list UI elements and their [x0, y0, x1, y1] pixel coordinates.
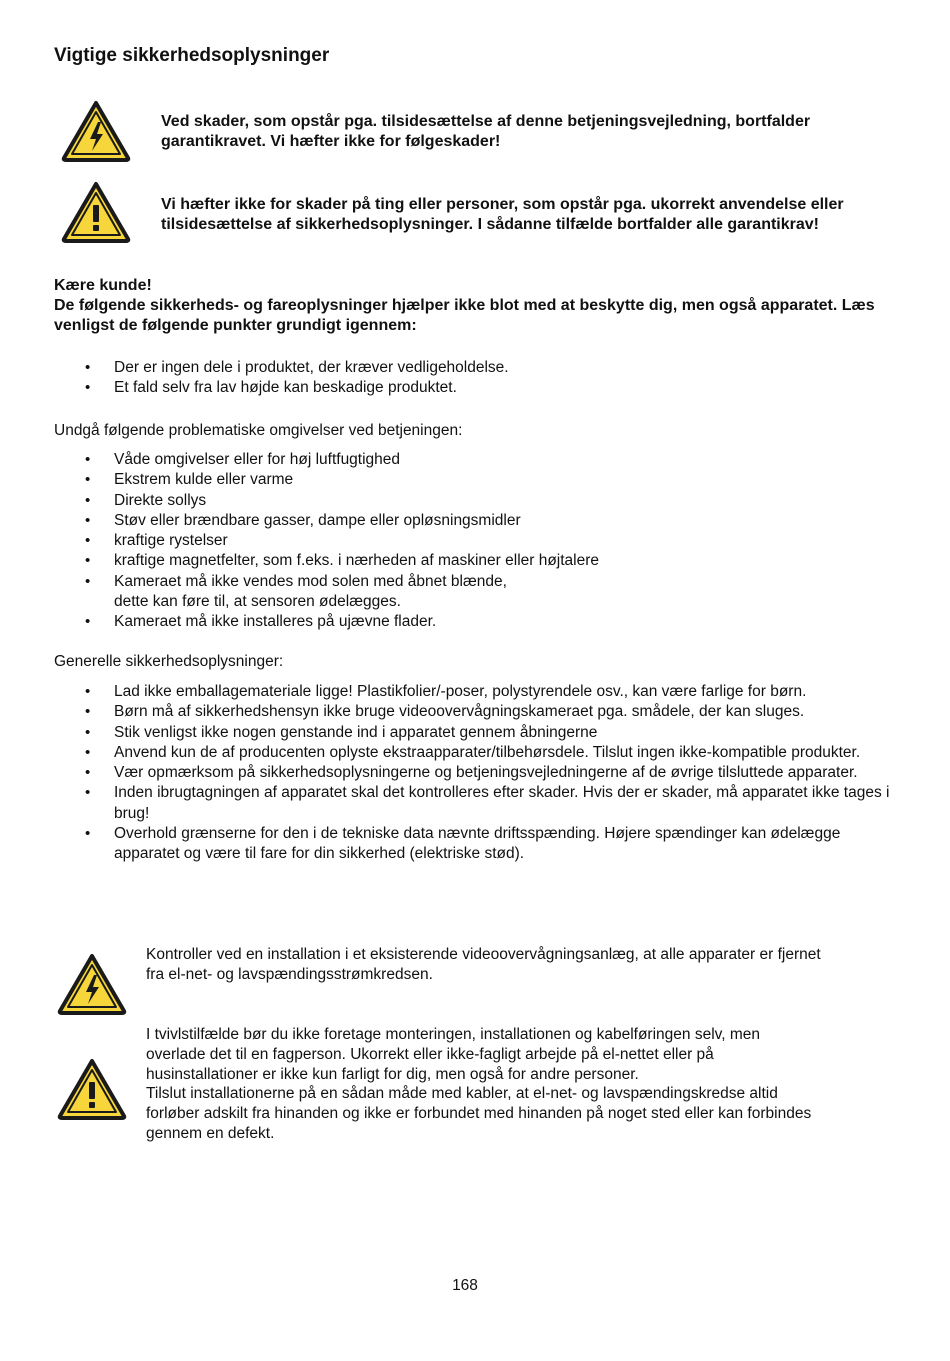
cabling-warning-text: Tilslut installationerne på en sådan måde med kabler, at el-net- og lavspændingskredse altid forløber adskilt fra hinanden og ikke er forbundet med hinanden på noget sted eller kan forbindes gennem en defekt. — [146, 1085, 812, 1142]
list-item: • Inden ibrugtagningen af apparatet skal det kontrolleres efter skader. Hvis der er skader, må apparatet ikke tages i brug! — [54, 783, 894, 824]
environment-heading: Undgå følgende problematiske omgivelser ved betjeningen: — [54, 422, 463, 439]
list-item: • Vær opmærksom på sikkerhedsoplysningerne og betjeningsvejledningerne af de øvrige tilsluttede apparater. — [54, 763, 894, 783]
professional-warning-text: I tvivlstilfælde bør du ikke foretage monteringen, installationen og kabelføringen selv, men overlade det til en fagperson. Ukorrekt eller ikke-fagligt arbejde på el-nettet eller på husinstallationer er ikke kun farligt for dig, men også for andre personer. — [146, 1026, 760, 1083]
list-item — [54, 572, 884, 613]
caution-icon — [57, 1058, 127, 1120]
list-item: • Støv eller brændbare gasser, dampe eller opløsningsmidler — [54, 511, 884, 531]
general-list — [54, 682, 894, 865]
page-number: 168 — [452, 1277, 478, 1294]
caution-icon — [61, 181, 131, 243]
general-heading: Generelle sikkerhedsoplysninger: — [54, 653, 284, 670]
environment-list — [54, 450, 884, 633]
list-item: • Direkte sollys — [54, 491, 884, 511]
list-item: • Overhold grænserne for den i de tekniske data nævnte driftsspænding. Højere spændinger kan ødelægge apparatet og være til fare for din sikkerhed (elektriske stød). — [54, 824, 894, 865]
list-item: • Stik venligst ikke nogen genstande ind i apparatet gennem åbningerne — [54, 723, 894, 743]
page-title: Vigtige sikkerhedsoplysninger — [54, 45, 330, 66]
list-item: • Kameraet må ikke installeres på ujævne flader. — [54, 612, 884, 632]
greeting: Kære kunde! — [54, 277, 152, 294]
list-item: • Anvend kun de af producenten oplyste ekstraapparater/tilbehørsdele. Tilslut ingen ikke-kompatible produkter. — [54, 743, 894, 763]
warning-text-damage: Ved skader, som opstår pga. tilsidesættelse af denne betjeningsvejledning, bortfalder garantikravet. Vi hæfter ikke for følgeskader! — [161, 113, 811, 150]
intro-section — [54, 276, 914, 336]
electric-hazard-icon — [61, 100, 131, 162]
warning-text-liability: Vi hæfter ikke for skader på ting eller personer, som opstår pga. ukorrekt anvendelse eller tilsidesættelse af sikkerhedsoplysninger. I sådanne tilfælde bortfalder alle garantikrav! — [161, 196, 844, 233]
list-item: • Der er ingen dele i produktet, der kræver vedligeholdelse. — [54, 358, 884, 378]
list-item: • Børn må af sikkerhedshensyn ikke bruge videoovervågningskameraet pga. smådele, der kan sluges. — [54, 702, 894, 722]
list-item: • kraftige rystelser — [54, 531, 884, 551]
list-item-line: dette kan føre til, at sensoren ødelægges. — [114, 593, 401, 611]
electric-hazard-icon — [57, 953, 127, 1015]
list-item: • Et fald selv fra lav højde kan beskadige produktet. — [54, 378, 884, 398]
intro-text: De følgende sikkerheds- og fareoplysninger hjælper ikke blot med at beskytte dig, men også apparatet. Læs venligst de følgende punkter grundigt igennem: — [54, 297, 875, 334]
list-item: • kraftige magnetfelter, som f.eks. i nærheden af maskiner eller højtalere — [54, 551, 884, 571]
maintenance-list — [54, 358, 884, 399]
list-item: • Ekstrem kulde eller varme — [54, 470, 884, 490]
list-item: • Våde omgivelser eller for høj luftfugtighed — [54, 450, 884, 470]
installation-warning: Kontroller ved en installation i et eksisterende videoovervågningsanlæg, at alle apparater er fjernet fra el-net- og lavspændingsstrømkredsen. — [146, 946, 821, 983]
list-item-line: Kameraet må ikke vendes mod solen med åbnet blænde, — [114, 572, 507, 590]
professional-warning — [146, 1025, 816, 1144]
list-item: • Lad ikke emballagemateriale ligge! Plastikfolier/-poser, polystyrendele osv., kan være farlige for børn. — [54, 682, 894, 702]
